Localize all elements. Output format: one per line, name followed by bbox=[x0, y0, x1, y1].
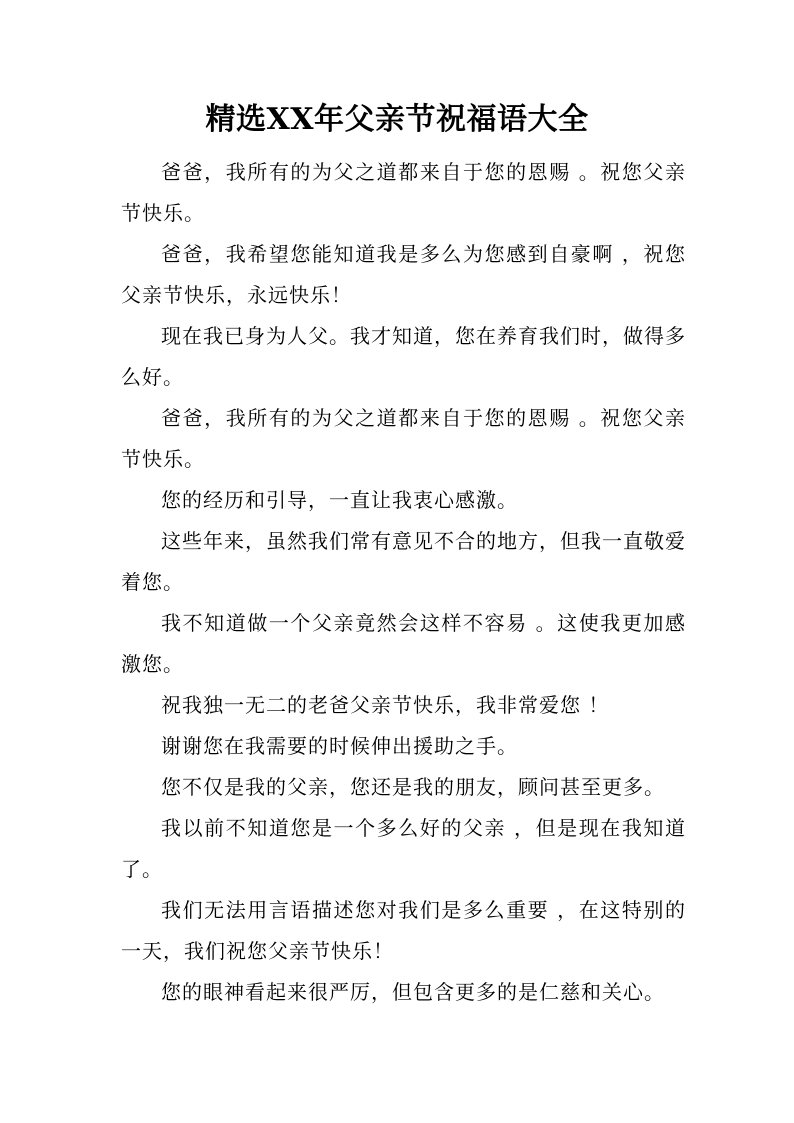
document-title: 精选XX年父亲节祝福语大全 bbox=[205, 102, 589, 137]
paragraph: 爸爸，我希望您能知道我是多么为您感到自豪啊 ，祝您父亲节快乐，永远快乐！ bbox=[121, 242, 686, 307]
paragraph: 我不知道做一个父亲竟然会这样不容易 。这使我更加感激您。 bbox=[121, 611, 686, 676]
paragraph: 您的眼神看起来很严厉，但包含更多的是仁慈和关心。 bbox=[161, 980, 665, 1004]
paragraph: 爸爸，我所有的为父之道都来自于您的恩赐 。祝您父亲节快乐。 bbox=[121, 160, 686, 225]
paragraph: 我以前不知道您是一个多么好的父亲 ，但是现在我知道了。 bbox=[121, 816, 686, 881]
document-body bbox=[121, 152, 686, 1013]
paragraph: 爸爸，我所有的为父之道都来自于您的恩赐 。祝您父亲节快乐。 bbox=[121, 406, 686, 471]
paragraph: 祝我独一无二的老爸父亲节快乐，我非常爱您 ！ bbox=[161, 693, 610, 717]
paragraph: 您的经历和引导，一直让我衷心感激。 bbox=[161, 488, 518, 512]
paragraph: 这些年来，虽然我们常有意见不合的地方，但我一直敬爱着您。 bbox=[121, 529, 686, 594]
paragraph: 谢谢您在我需要的时候伸出援助之手。 bbox=[161, 734, 518, 758]
paragraph: 我们无法用言语描述您对我们是多么重要 ，在这特别的一天，我们祝您父亲节快乐！ bbox=[121, 898, 686, 963]
paragraph: 您不仅是我的父亲，您还是我的朋友，顾问甚至更多。 bbox=[161, 775, 665, 799]
paragraph: 现在我已身为人父。我才知道，您在养育我们时，做得多么好。 bbox=[121, 324, 686, 389]
